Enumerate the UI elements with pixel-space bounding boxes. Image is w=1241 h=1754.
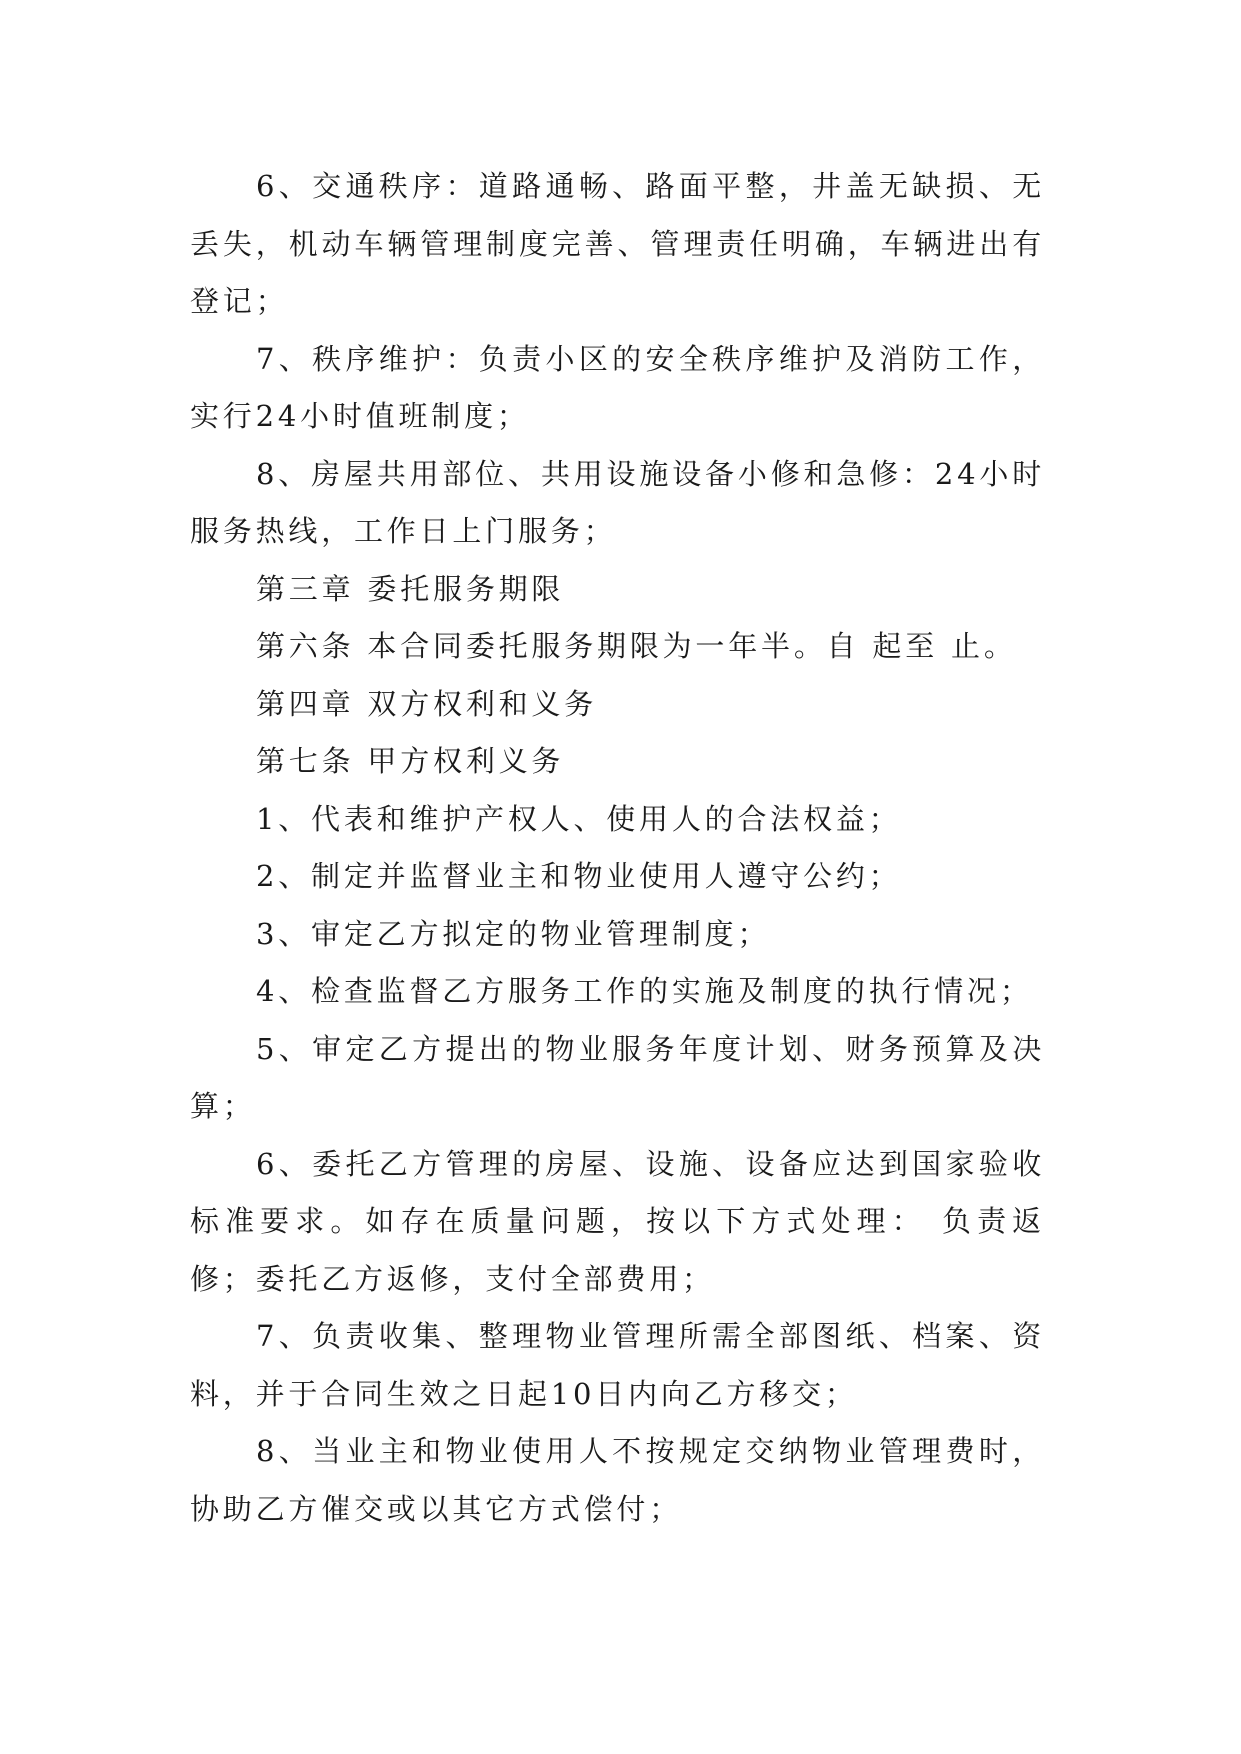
clause-traffic-order: 6、交通秩序：道路通畅、路面平整，井盖无缺损、无丢失，机动车辆管理制度完善、管理责任明确，车辆进出有登记； bbox=[190, 169, 1045, 318]
party-a-item-7: 7、负责收集、整理物业管理所需全部图纸、档案、资料，并于合同生效之日起10日内向乙方移交； bbox=[190, 1319, 1045, 1411]
article-6: 第六条 本合同委托服务期限为一年半。自 起至 止。 bbox=[256, 629, 1017, 663]
document-body bbox=[190, 158, 1045, 1538]
article-7-heading: 第七条 甲方权利义务 bbox=[256, 744, 565, 778]
party-a-item-3: 3、审定乙方拟定的物业管理制度； bbox=[256, 916, 771, 951]
party-a-item-5: 5、审定乙方提出的物业服务年度计划、财务预算及决算； bbox=[190, 1031, 1045, 1123]
party-a-item-4: 4、检查监督乙方服务工作的实施及制度的执行情况； bbox=[256, 974, 1033, 1008]
clause-order-maintenance: 7、秩序维护：负责小区的安全秩序维护及消防工作，实行24小时值班制度； bbox=[190, 341, 1045, 433]
chapter-4-heading: 第四章 双方权利和义务 bbox=[256, 686, 598, 721]
party-a-item-6: 6、委托乙方管理的房屋、设施、设备应达到国家验收标准要求。如存在质量问题，按以下方式处理： 负责返修；委托乙方返修，支付全部费用； bbox=[190, 1146, 1045, 1296]
chapter-3-heading: 第三章 委托服务期限 bbox=[256, 571, 565, 606]
party-a-item-8: 8、当业主和物业使用人不按规定交纳物业管理费时，协助乙方催交或以其它方式偿付； bbox=[190, 1434, 1045, 1526]
clause-repairs: 8、房屋共用部位、共用设施设备小修和急修：24小时服务热线，工作日上门服务； bbox=[190, 456, 1045, 548]
party-a-item-1: 1、代表和维护产权人、使用人的合法权益； bbox=[256, 801, 902, 836]
party-a-item-2: 2、制定并监督业主和物业使用人遵守公约； bbox=[256, 859, 902, 893]
